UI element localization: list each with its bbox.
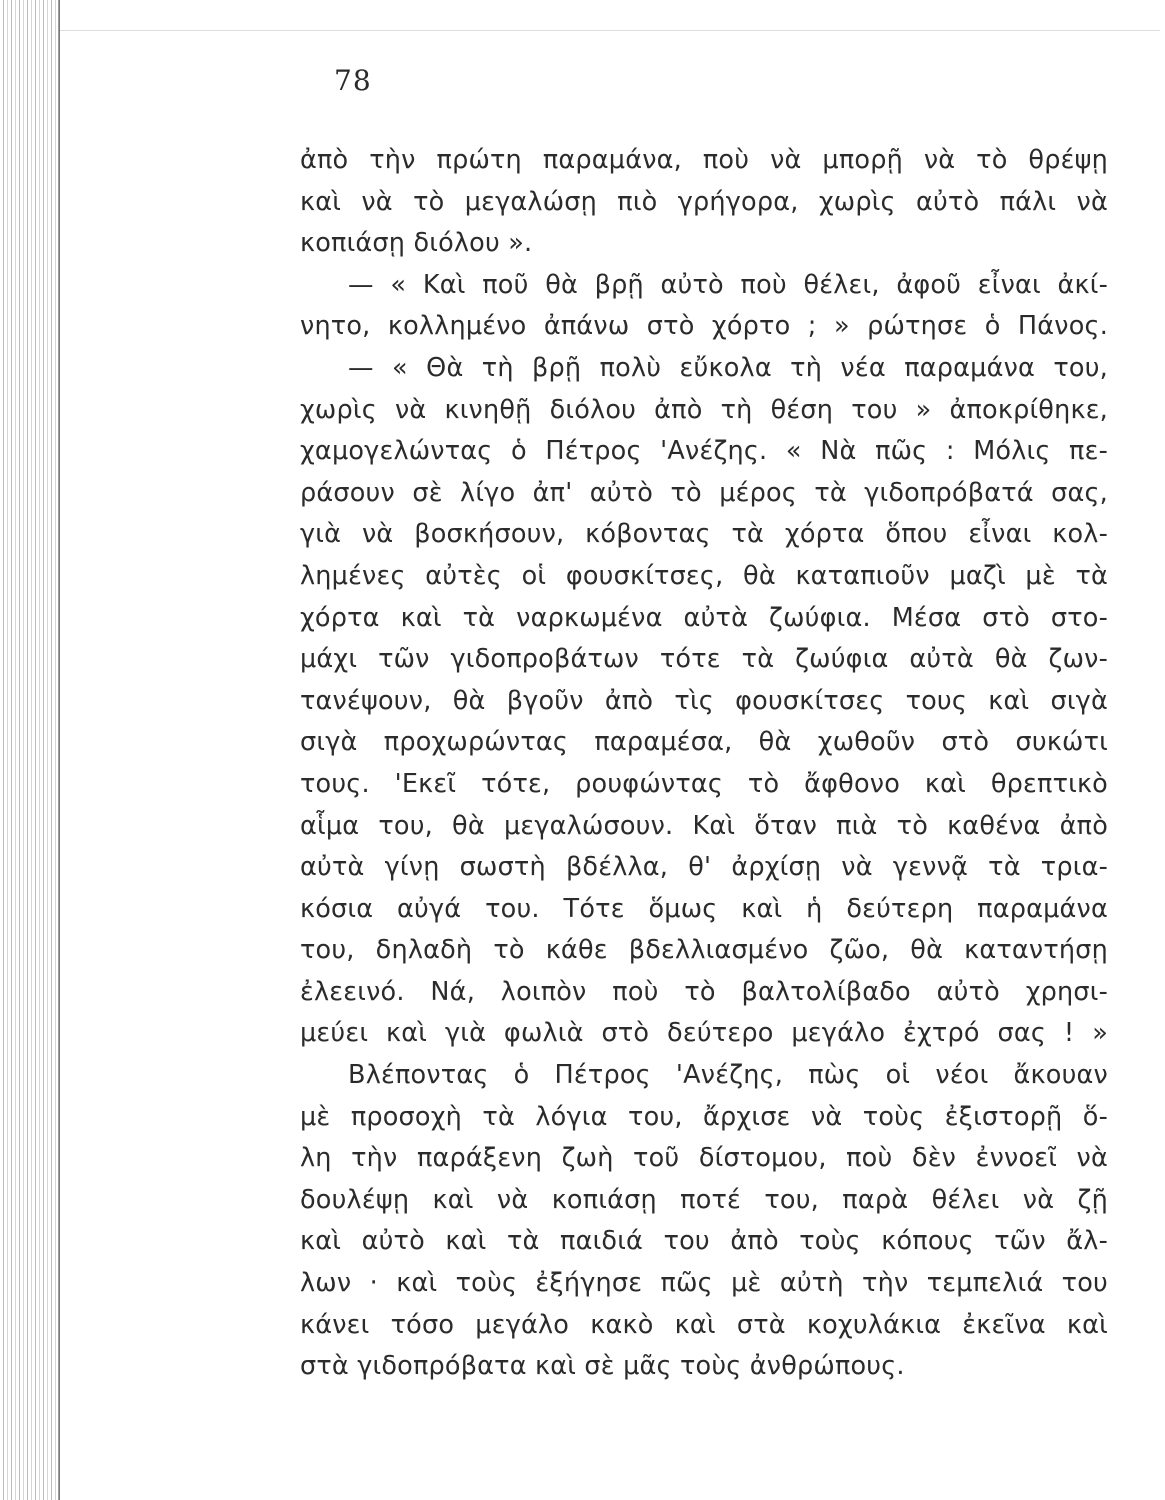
text-line: τανέψουν, θὰ βγοῦν ἀπὸ τὶς φουσκίτσες τους καὶ σιγὰ <box>300 685 1108 716</box>
text-line: κόσια αὐγά του. Τότε ὅμως καὶ ἡ δεύτερη παραμάνα <box>300 893 1108 924</box>
text-line: του, δηλαδὴ τὸ κάθε βδελλιασμένο ζῶο, θὰ καταντήσῃ <box>300 935 1108 966</box>
text-line: μάχι τῶν γιδοπροβάτων τότε τὰ ζωύφια αὐτὰ θὰ ζων- <box>300 644 1108 675</box>
text-line: λων · καὶ τοὺς ἐξήγησε πῶς μὲ αὐτὴ τὴν τεμπελιά του <box>300 1268 1108 1299</box>
text-line: μὲ προσοχὴ τὰ λόγια του, ἄρχισε νὰ τοὺς ἐξιστορῇ ὅ- <box>300 1101 1108 1132</box>
text-line: — « Καὶ ποῦ θὰ βρῇ αὐτὸ ποὺ θέλει, ἀφοῦ εἶναι ἀκί- <box>348 269 1108 300</box>
body-text <box>300 140 1108 1388</box>
text-line: νητο, κολλημένο ἀπάνω στὸ χόρτο ; » ρώτησε ὁ Πάνος. <box>300 311 1108 342</box>
text-line: καὶ νὰ τὸ μεγαλώσῃ πιὸ γρήγορα, χωρὶς αὐτὸ πάλι νὰ <box>300 186 1108 217</box>
text-line: ράσουν σὲ λίγο ἀπ' αὐτὸ τὸ μέρος τὰ γιδοπρόβατά σας, <box>300 477 1108 508</box>
text-line: αἷμα του, θὰ μεγαλώσουν. Καὶ ὅταν πιὰ τὸ καθένα ἀπὸ <box>300 810 1108 841</box>
text-line: κοπιάσῃ διόλου ». <box>300 228 533 259</box>
page-number: 78 <box>334 64 372 97</box>
text-line: λημένες αὐτὲς οἱ φουσκίτσες, θὰ καταπιοῦν μαζὶ μὲ τὰ <box>300 560 1108 591</box>
text-line: — « Θὰ τὴ βρῇ πολὺ εὔκολα τὴ νέα παραμάνα του, <box>348 352 1108 383</box>
text-line: κάνει τόσο μεγάλο κακὸ καὶ στὰ κοχυλάκια ἐκεῖνα καὶ <box>300 1309 1108 1340</box>
book-binding-edge <box>0 0 60 1500</box>
text-line: Βλέποντας ὁ Πέτρος 'Ανέζης, πὼς οἱ νέοι ἄκουαν <box>348 1060 1108 1091</box>
text-line: χόρτα καὶ τὰ ναρκωμένα αὐτὰ ζωύφια. Μέσα στὸ στο- <box>300 602 1108 633</box>
text-line: ἐλεεινό. Νά, λοιπὸν ποὺ τὸ βαλτολίβαδο αὐτὸ χρησι- <box>300 976 1108 1007</box>
text-line: στὰ γιδοπρόβατα καὶ σὲ μᾶς τοὺς ἀνθρώπους. <box>300 1351 905 1382</box>
text-line: χαμογελώντας ὁ Πέτρος 'Ανέζης. « Νὰ πῶς : Μόλις πε- <box>300 436 1108 467</box>
text-line: αὐτὰ γίνῃ σωστὴ βδέλλα, θ' ἀρχίσῃ νὰ γεννᾷ τὰ τρια- <box>300 852 1108 883</box>
text-line: μεύει καὶ γιὰ φωλιὰ στὸ δεύτερο μεγάλο ἐχτρό σας ! » <box>300 1018 1108 1049</box>
text-line: γιὰ νὰ βοσκήσουν, κόβοντας τὰ χόρτα ὅπου εἶναι κολ- <box>300 519 1108 550</box>
text-line: τους. 'Εκεῖ τότε, ρουφώντας τὸ ἄφθονο καὶ θρεπτικὸ <box>300 768 1108 799</box>
text-line: λη τὴν παράξενη ζωὴ τοῦ δίστομου, ποὺ δὲν ἐννοεῖ νὰ <box>300 1143 1108 1174</box>
text-line: ἀπὸ τὴν πρώτη παραμάνα, ποὺ νὰ μπορῇ νὰ τὸ θρέψῃ <box>300 145 1108 175</box>
text-line: σιγὰ προχωρώντας παραμέσα, θὰ χωθοῦν στὸ συκώτι <box>300 727 1108 758</box>
text-line: χωρὶς νὰ κινηθῇ διόλου ἀπὸ τὴ θέση του » ἀποκρίθηκε, <box>300 394 1108 425</box>
text-line: καὶ αὐτὸ καὶ τὰ παιδιά του ἀπὸ τοὺς κόπους τῶν ἄλ- <box>300 1226 1108 1257</box>
page-top-edge <box>60 30 1160 31</box>
text-line: δουλέψῃ καὶ νὰ κοπιάσῃ ποτέ του, παρὰ θέλει νὰ ζῇ <box>300 1184 1108 1215</box>
